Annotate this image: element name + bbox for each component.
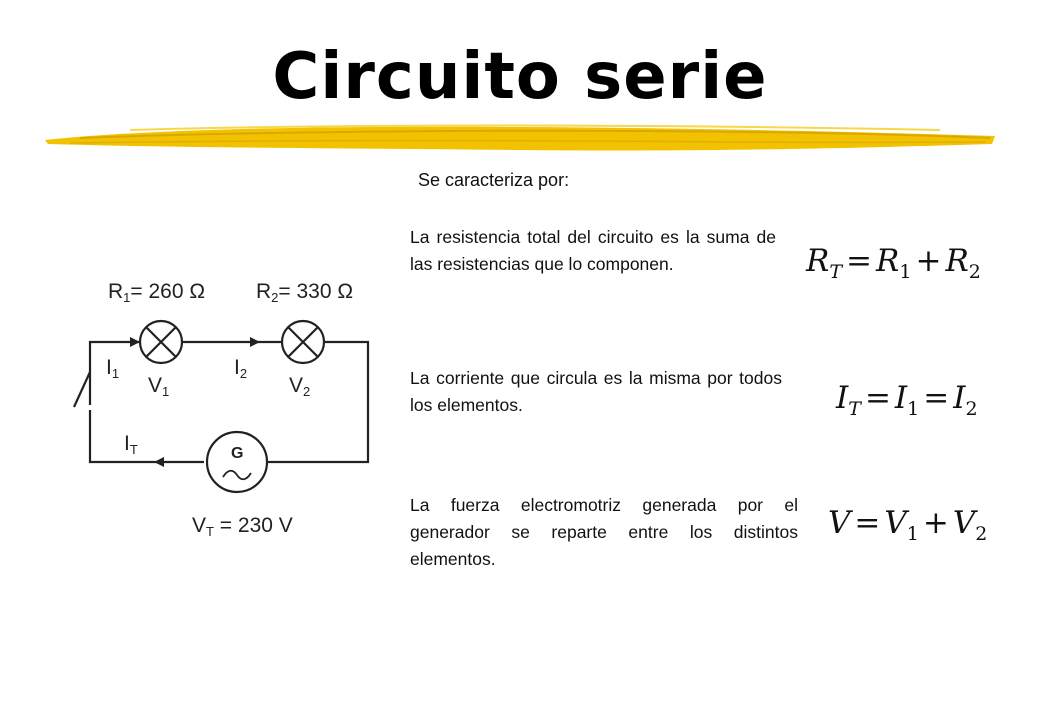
switch-lever xyxy=(74,372,90,407)
equation-total-resistance: $R_T = R_1 + R_2$ xyxy=(806,243,981,284)
property-total-resistance-text: La resistencia total del circuito es la suma de las resistencias que lo componen. xyxy=(410,227,776,274)
r1-label: R1= 260 Ω xyxy=(108,280,206,305)
wire-bottom-left xyxy=(90,410,204,462)
generator xyxy=(207,432,267,492)
v2-label: V2 xyxy=(289,374,311,399)
i2-label: I2 xyxy=(234,356,248,381)
equation-same-current: $I_T = I_1 = I_2$ xyxy=(836,380,978,421)
generator-label: G xyxy=(231,445,244,462)
equation-emf-distribution: $V = V_1 + V_2$ xyxy=(828,505,988,546)
v1-label: V1 xyxy=(148,374,170,399)
slide-title: Circuito serie xyxy=(272,40,768,114)
r2-label: R2= 330 Ω xyxy=(256,280,354,305)
series-circuit-diagram xyxy=(60,270,390,550)
lamp-2 xyxy=(282,321,324,363)
subtitle: Se caracteriza por: xyxy=(418,170,570,190)
lamp-1 xyxy=(140,321,182,363)
property-emf-distribution-text: La fuerza electromotriz generada por el generador se reparte entre los distintos elementos. xyxy=(410,495,798,569)
arrow-i1 xyxy=(130,337,140,347)
it-label: IT xyxy=(124,432,138,457)
yellow-brush-underline xyxy=(40,118,1000,158)
property-same-current-text: La corriente que circula es la misma por todos los elementos. xyxy=(410,368,782,415)
i1-label: I1 xyxy=(106,356,120,381)
arrow-it xyxy=(154,457,164,467)
vt-label: VT = 230 V xyxy=(192,514,293,539)
arrow-i2 xyxy=(250,337,260,347)
